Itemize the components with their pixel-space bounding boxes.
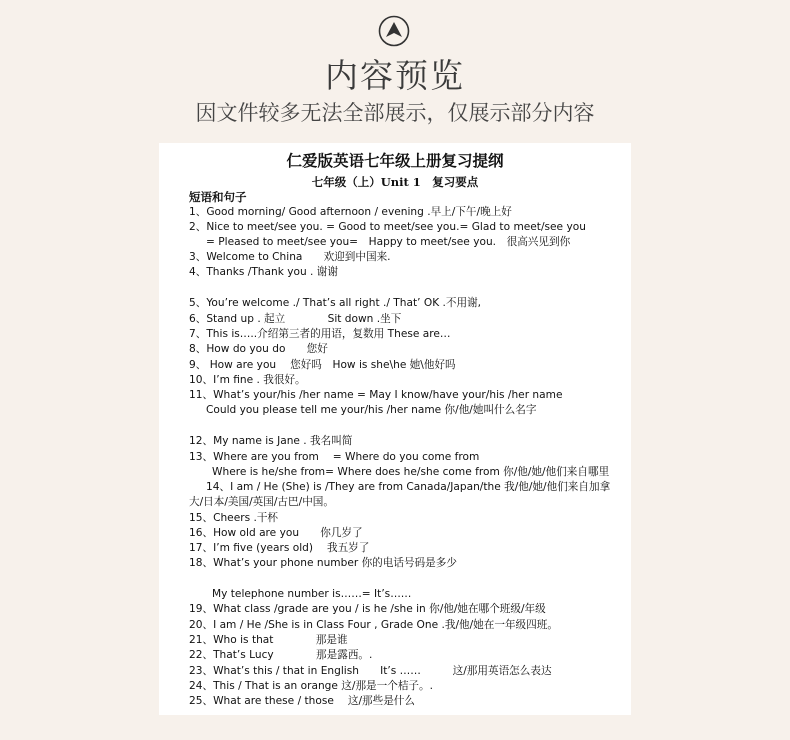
document-line: 18、What’s your phone number 你的电话号码是多少	[189, 557, 457, 569]
document-page	[159, 143, 631, 715]
preview-title: 内容预览	[325, 56, 465, 95]
document-line: 19、What class /grade are you / is he /she in 你/他/她在哪个班级/年级	[189, 603, 546, 615]
document-line: 5、You’re welcome ./ That’s all right ./ That’ OK .不用谢,	[189, 297, 482, 309]
document-line: 6、Stand up . 起立 Sit down .坐下	[189, 313, 402, 325]
document-line: 16、How old are you 你几岁了	[189, 527, 363, 539]
document-line: 9、 How are you 您好吗 How is she\he 她\他好吗	[189, 359, 456, 371]
document-line: 大/日本/美国/英国/古巴/中国。	[189, 496, 334, 508]
document-line: 7、This is…..介绍第三者的用语，复数用 These are…	[189, 328, 451, 340]
document-line: 4、Thanks /Thank you . 谢谢	[189, 266, 338, 278]
document-line: 3、Welcome to China 欢迎到中国来.	[189, 251, 391, 263]
document-line: 2、Nice to meet/see you. = Good to meet/see you.= Glad to meet/see you	[189, 221, 586, 233]
document-line: = Pleased to meet/see you= Happy to meet/see you. 很高兴见到你	[206, 236, 571, 248]
document-line: 15、Cheers .干杯	[189, 512, 279, 524]
document-line: 22、That’s Lucy 那是露西。.	[189, 649, 373, 661]
compass-arrow-icon	[378, 15, 410, 47]
document-line: 12、My name is Jane . 我名叫简	[189, 435, 353, 447]
document-line: 11、What’s your/his /her name = May I know/have your/his /her name	[189, 389, 563, 401]
document-line: Could you please tell me your/his /her name 你/他/她叫什么名字	[206, 404, 537, 416]
document-line: 24、This / That is an orange 这/那是一个桔子。.	[189, 680, 433, 692]
document-line: 13、Where are you from = Where do you come from	[189, 451, 480, 463]
preview-subtitle: 因文件较多无法全部展示，仅展示部分内容	[195, 101, 595, 125]
document-title: 仁爱版英语七年级上册复习提纲	[286, 151, 504, 170]
document-line: 8、How do you do 您好	[189, 343, 328, 355]
document-line: My telephone number is……= It’s……	[212, 588, 412, 600]
document-line: 23、What’s this / that in English It’s …… 这/那用英语怎么表达	[189, 665, 552, 677]
section-heading: 短语和句子	[189, 190, 247, 204]
document-subtitle: 七年级（上）Unit 1 复习要点	[311, 175, 479, 189]
document-line: 1、Good morning/ Good afternoon / evening .早上/下午/晚上好	[189, 206, 512, 218]
document-line: Where is he/she from= Where does he/she come from 你/他/她/他们来自哪里	[212, 466, 610, 478]
document-line: 14、I am / He (She) is /They are from Canada/Japan/the 我/他/她/他们来自加拿	[206, 481, 611, 493]
document-line: 20、I am / He /She is in Class Four , Grade One .我/他/她在一年级四班。	[189, 619, 558, 631]
document-line: 10、I’m fine . 我很好。	[189, 374, 306, 386]
document-line: 17、I’m five (years old) 我五岁了	[189, 542, 370, 554]
document-line: 21、Who is that 那是谁	[189, 634, 348, 646]
document-line: 25、What are these / those 这/那些是什么	[189, 695, 415, 707]
